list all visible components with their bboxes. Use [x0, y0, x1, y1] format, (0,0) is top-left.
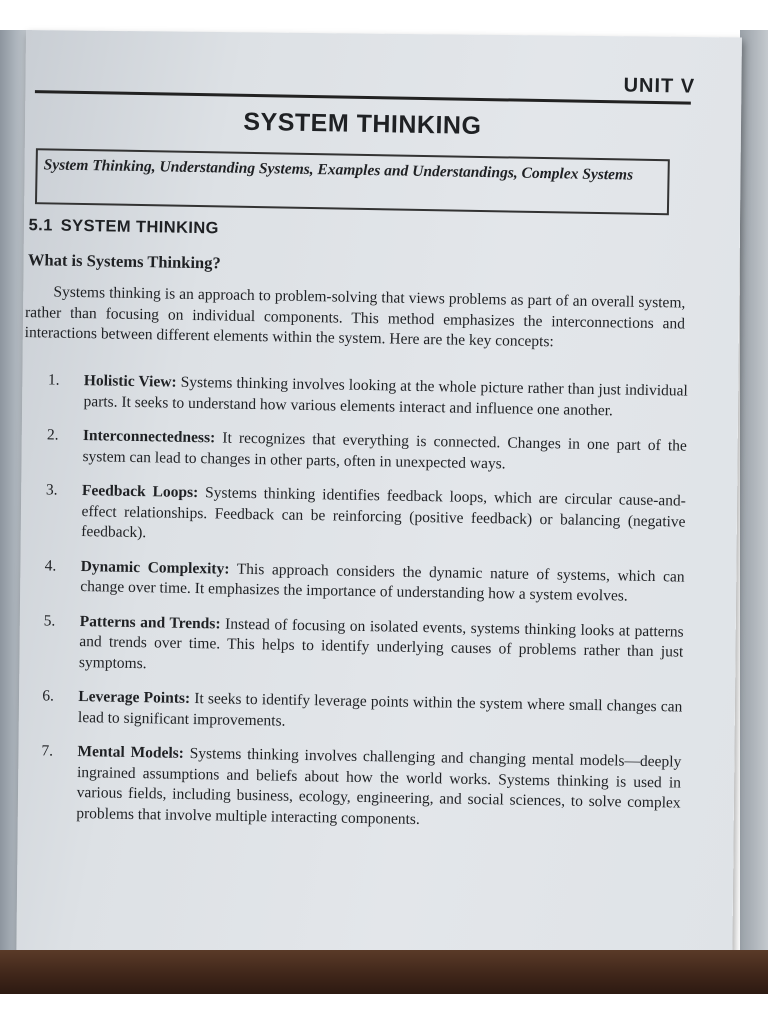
list-item — [22, 425, 687, 478]
list-item — [18, 686, 683, 739]
topics-box: System Thinking, Understanding Systems, Examples and Understandings, Complex Systems — [35, 148, 670, 215]
item-number: 1. — [47, 371, 60, 389]
item-term: Patterns and Trends: — [79, 612, 221, 632]
bottom-margin — [0, 994, 768, 1024]
question-heading: What is Systems Thinking? — [27, 250, 221, 273]
list-item — [16, 741, 681, 835]
item-term: Dynamic Complexity: — [80, 557, 230, 578]
item-text: Systems thinking identifies feedback loops, which are circular cause-and-effect relationships. Feedback can be reinforcing (positive feedback) or balancing (negative feedback). — [81, 484, 687, 542]
list-item — [23, 370, 688, 423]
item-text: Systems thinking involves looking at the whole picture rather than just individual parts. It seeks to understand how various elements interact and influence one another. — [83, 373, 688, 419]
item-text: It recognizes that everything is connected. Changes in one part of the system can lead to changes in other parts, often in unexpected ways. — [82, 429, 687, 472]
item-number: 5. — [43, 611, 56, 630]
item-term: Holistic View: — [83, 372, 177, 391]
header-rule — [35, 90, 691, 104]
page-content — [10, 30, 742, 972]
item-number: 6. — [42, 687, 55, 705]
table-surface — [0, 950, 768, 994]
section-heading — [28, 216, 219, 238]
concepts-list — [16, 370, 688, 835]
page-title: SYSTEM THINKING — [243, 107, 482, 140]
book-page — [16, 30, 742, 967]
section-title: SYSTEM THINKING — [60, 216, 220, 238]
item-text: Instead of focusing on isolated events, systems thinking looks at patterns and trends over time. This helps to identify underlying causes of problems rather than just symptoms. — [78, 614, 684, 672]
page-stack-edge — [740, 30, 768, 960]
item-term: Interconnectedness: — [82, 427, 216, 447]
item-term: Feedback Loops: — [81, 482, 199, 502]
section-number: 5.1 — [28, 216, 53, 235]
item-number: 4. — [44, 556, 57, 575]
item-number: 2. — [46, 426, 59, 444]
item-text: This approach considers the dynamic nature of systems, which can change over time. It emphasizes the importance of understanding how a system evolves. — [80, 560, 685, 605]
item-term: Leverage Points: — [78, 688, 191, 707]
list-item — [19, 610, 684, 683]
list-item — [21, 480, 686, 553]
item-number: 3. — [45, 481, 58, 499]
intro-paragraph: Systems thinking is an approach to problem-solving that views problems as part of an overall system, rather than focusing on individual components. This method emphasizes the interconnections and interactions between different elements within the system. Here are the key concepts: — [24, 283, 686, 351]
list-item — [20, 555, 685, 608]
item-term: Mental Models: — [77, 743, 185, 762]
item-number: 7. — [41, 742, 54, 760]
unit-label: UNIT V — [623, 74, 696, 98]
item-text: Systems thinking involves challenging and changing mental models—deeply ingrained assumptions and beliefs about how the world works. Systems thinking is used in various fields, including business, ecology, engineering, and social sciences, to solve complex problems that involve multiple interacting components. — [76, 744, 682, 828]
top-margin — [0, 0, 768, 30]
item-text: It seeks to identify leverage points within the system where small changes can lead to significant improvements. — [77, 689, 683, 730]
